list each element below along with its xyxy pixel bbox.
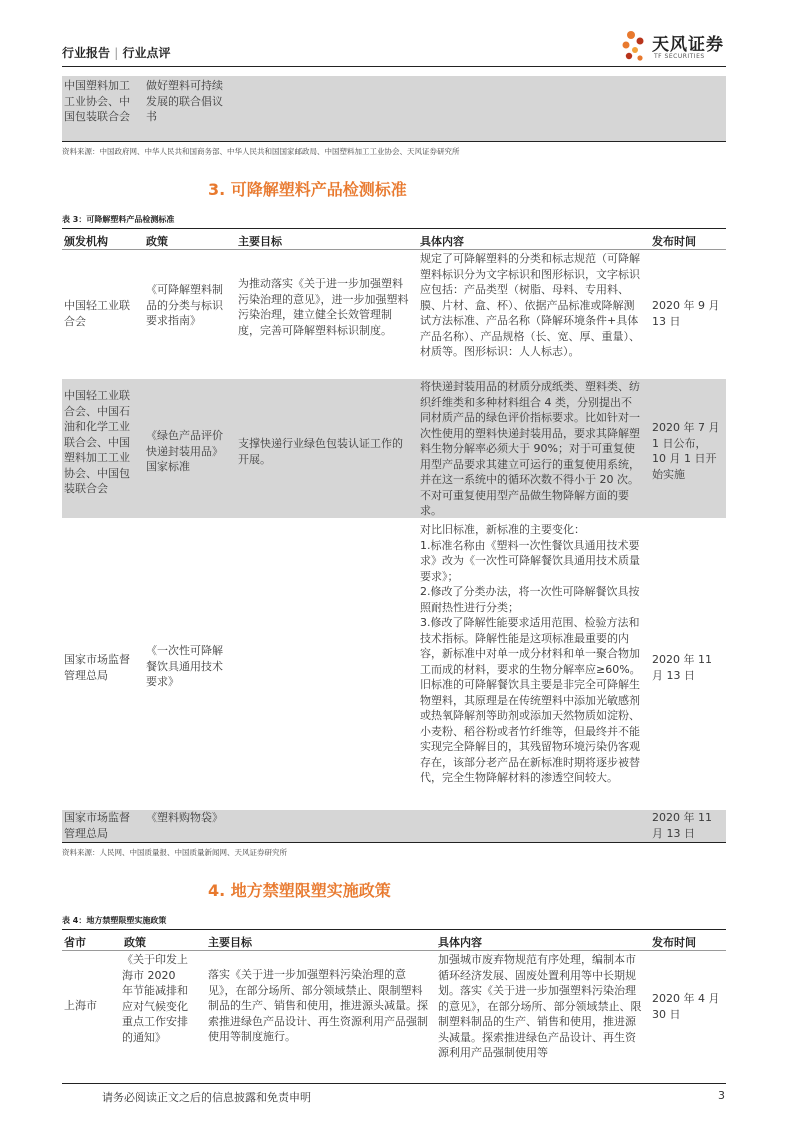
source-note: 资料来源：人民网、中国质量报、中国质量新闻网、天风证券研究所 [62, 848, 287, 857]
cell-goal: 支撑快递行业绿色包装认证工作的开展。 [238, 437, 403, 466]
footer-disclaimer: 请务必阅读正文之后的信息披露和免责申明 [102, 1091, 311, 1104]
table-4-caption: 表 4：地方禁塑限塑实施政策 [62, 916, 167, 925]
col-header-policy: 政策 [124, 936, 146, 949]
col-header-content: 具体内容 [420, 235, 464, 248]
cell-org: 中国塑料加工工业协会、中国包装联合会 [64, 79, 130, 123]
table-4-header-rule [62, 950, 726, 951]
report-category [62, 44, 170, 61]
logo-subtext: TF SECURITIES [654, 53, 705, 60]
col-header-org: 颁发机构 [64, 235, 108, 248]
cell-org: 国家市场监督管理总局 [64, 811, 130, 840]
table-bottom-rule [62, 141, 726, 142]
cell-content: 规定了可降解塑料的分类和标志规范（可降解塑料标识分为文字标识和图形标识，文字标识应包括：产品类型（树脂、母料、专用料、膜、片材、盒、杯）、依据产品标准或降解测试方法标准、产品名称（降解环境条件+具体产品名称）、产品规格（长、宽、厚、重量）、材质等。图形标识：人人标志）。 [420, 252, 640, 358]
category-separator: | [114, 46, 119, 60]
cell-org: 国家市场监督管理总局 [64, 653, 130, 682]
table-3-header-rule [62, 249, 726, 250]
cell-policy: 《可降解塑料制品的分类与标识要求指南》 [146, 283, 223, 327]
cell-date: 2020 年 4 月 30 日 [652, 992, 720, 1021]
report-subcategory-label: 行业点评 [122, 46, 171, 60]
cell-policy: 《关于印发上海市 2020 年节能减排和应对气候变化重点工作安排的通知》 [122, 953, 188, 1044]
source-note: 资料来源：中国政府网、中华人民共和国商务部、中华人民共和国国家邮政局、中国塑料加工工业协会、天风证券研究所 [62, 147, 460, 156]
col-header-province: 省市 [64, 936, 86, 949]
cell-province: 上海市 [64, 999, 97, 1012]
table-3-caption: 表 3：可降解塑料产品检测标准 [62, 215, 175, 224]
col-header-goal: 主要目标 [238, 235, 282, 248]
report-category-label: 行业报告 [62, 46, 111, 60]
cell-policy: 《一次性可降解餐饮具通用技术要求》 [146, 644, 223, 688]
cell-content: 对比旧标准，新标准的主要变化： 1.标准名称由《塑料一次性餐饮具通用技术要求》改为《一次性可降解餐饮具通用技术质量要求》； 2.修改了分类办法，将一次性可降解餐饮具按照耐热性进行分类； 3.修改了降解性能要求适用范围、检验方法和技术指标。降解性能是这项标准最重要的内容，新标准中对单一成分材料和单一聚合物加工而成的材料，要求的生物分解率应≥60%。旧标准的可降解餐饮具主要是非完全可降解生物塑料，其原理是在传统塑料中添加光敏感剂或热氧降解剂等助剂或添加天然物质如淀粉、小麦粉、稻谷粉或者竹纤维等，但最终并不能实现完全降解目的，其残留物环境污染仍客观存在，该部分老产品在新标准时期将逐步被替代，完全生物降解材料的渗透空间较大。 [420, 523, 641, 784]
section-4-title: 4. 地方禁塑限塑实施政策 [208, 881, 391, 900]
cell-policy: 《绿色产品评价快递封装用品》国家标准 [146, 429, 223, 473]
cell-date: 2020 年 9 月 13 日 [652, 299, 720, 328]
cell-content: 加强城市废弃物规范有序处理，编制本市循环经济发展、固废处置利用等中长期规划。落实《关于进一步加强塑料污染治理的意见》，在部分场所、部分领域禁止、限制塑料制品的生产、销售和使用，推进源头减量。探索推进绿色产品设计、再生资源利用产品强制使用等 [438, 953, 642, 1059]
table-4-top-rule [62, 929, 726, 930]
cell-content: 将快递封装用品的材质分成纸类、塑料类、纺织纤维类和多种材料组合 4 类，分别提出不同材质产品的绿色评价指标要求。比如针对一次性使用的塑料快递封装用品，要求其降解塑料生物分解率必须大于 90%；对于可重复使用型产品要求其建立可运行的重复使用系统，并在这一系统中的循环次数不得小于 20 次。不对可重复使用型产品做生物降解方面的要求。 [420, 380, 640, 517]
cell-goal: 为推动落实《关于进一步加强塑料污染治理的意见》，进一步加强塑料污染治理，建立健全长效管理制度，完善可降解塑料标识制度。 [238, 277, 409, 337]
table-3-top-rule [62, 228, 726, 229]
section-3-title: 3. 可降解塑料产品检测标准 [208, 180, 407, 199]
cell-policy: 做好塑料可持续发展的联合倡议书 [146, 79, 223, 123]
cell-org: 中国轻工业联合会、中国石油和化学工业联合会、中国塑料加工工业协会、中国包装联合会 [64, 389, 130, 495]
col-header-date: 发布时间 [652, 235, 696, 248]
cell-org: 中国轻工业联合会 [64, 299, 130, 328]
cell-date: 2020 年 7 月 1 日公布，10 月 1 日开始实施 [652, 421, 720, 481]
header-divider [62, 66, 726, 67]
col-header-content: 具体内容 [438, 936, 482, 949]
col-header-date: 发布时间 [652, 936, 696, 949]
cell-date: 2020 年 11 月 13 日 [652, 653, 712, 682]
footer-divider [62, 1083, 726, 1084]
cell-goal: 落实《关于进一步加强塑料污染治理的意见》，在部分场所、部分领域禁止、限制塑料制品的生产、销售和使用，推进源头减量。探索推进绿色产品设计、再生资源利用产品强制使用等制度施行。 [208, 968, 428, 1043]
cell-date: 2020 年 11 月 13 日 [652, 811, 712, 840]
table-3-bottom-rule [62, 842, 726, 843]
page-number: 3 [718, 1089, 725, 1102]
col-header-goal: 主要目标 [208, 936, 252, 949]
cell-policy: 《塑料购物袋》 [146, 811, 223, 824]
col-header-policy: 政策 [146, 235, 168, 248]
logo-text: 天风证券 [652, 35, 724, 55]
